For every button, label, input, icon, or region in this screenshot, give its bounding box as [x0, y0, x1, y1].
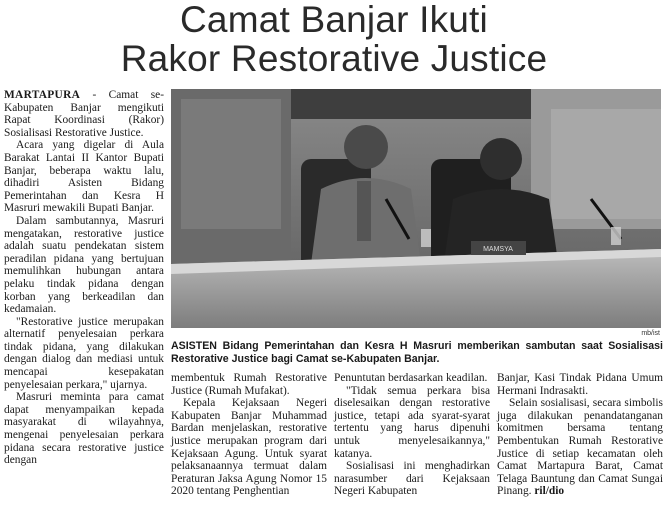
dateline: MARTAPURA [4, 89, 81, 101]
article-column-2 [171, 372, 327, 498]
article-paragraph: "Tidak semua perkara bisa diselesaikan dengan restorative justice, tetapi ada syarat-syarat tertentu yang harus dipenuhi untuk menyelesaikannya," katanya. [334, 384, 490, 460]
article-column-1 [4, 89, 164, 467]
article-column-3 [334, 372, 490, 498]
photo-caption [171, 340, 663, 365]
article-paragraph: Masruri meminta para camat dapat menyampaikan kepada masyarakat di wilayahnya, mengenai penyelesaian perkara pidana secara restorative justice dengan [4, 391, 164, 467]
article-paragraph: Acara yang digelar di Aula Barakat Lantai II Kantor Bupati Banjar, beberapa waktu lalu, dihadiri Asisten Bidang Pemerintahan dan Kesra H Masruri mewakili Bupati Banjar. [4, 139, 164, 215]
article-column-4 [497, 372, 663, 498]
signoff: ril/dio [534, 485, 565, 498]
article-paragraph: Selain sosialisasi, secara simbolis juga dilakukan penandatanganan komitmen bersama tentang Pembentukan Rumah Restorative Justice di setiap kecamatan oleh Camat Martapura Barat, Camat Telaga Bauntung dan Camat Sungai Pinang. ril/dio [497, 397, 663, 498]
article-paragraph: Kepala Kejaksaan Negeri Kabupaten Banjar Muhammad Bardan menjelaskan, restorative justice merupakan program dari Kejaksaan Agung. Untuk syarat pelaksanaannya termuat dalam Peraturan Jaksa Agung Nomor 15 2020 tentang Penghentian [171, 397, 327, 498]
article-paragraph: Penuntutan berdasarkan keadilan. [334, 372, 488, 384]
article-paragraph: Sosialisasi ini menghadirkan narasumber dari Kejaksaan Negeri Kabupaten [334, 460, 490, 498]
article-paragraph: Dalam sambutannya, Masruri mengatakan, restorative justice adalah suatu pendekatan sistem peradilan pidana yang bertujuan memulihkan hubungan antara pelaku tindak pidana dengan korban yang berkeadilan dan kedamaian. [4, 214, 164, 316]
nameplate-text: MAMSYA [483, 246, 513, 253]
headline-line-1: Camat Banjar Ikuti [180, 0, 488, 40]
headline [0, 0, 668, 78]
headline-line-2: Rakor Restorative Justice [120, 38, 548, 79]
news-photo [171, 89, 661, 328]
article-paragraph: Banjar, Kasi Tindak Pidana Umum Hermani Indrasakti. [497, 372, 663, 397]
caption-text: Bidang Pemerintahan dan Kesra H Masruri memberikan sambutan saat Sosialisasi Restorative Justice bagi Camat se-Kabupaten Banjar. [171, 340, 663, 365]
photo-credit: mb/ist [641, 330, 660, 337]
caption-lead: ASISTEN [171, 340, 217, 352]
article-paragraph: membentuk Rumah Restorative Justice (Rumah Mufakat). [171, 372, 327, 397]
article-paragraph: MARTAPURA - Camat se-Kabupaten Banjar mengikuti Rapat Koordinasi (Rakor) Sosialisasi Restorative Justice. [4, 89, 164, 139]
article-paragraph: "Restorative justice merupakan alternatif penyelesaian perkara tindak pidana, yang dilakukan dengan dialog dan mediasi untuk mencapai kesepakatan penyelesaian perkara," ujarnya. [4, 315, 164, 391]
meeting-photo-illustration [171, 89, 661, 328]
